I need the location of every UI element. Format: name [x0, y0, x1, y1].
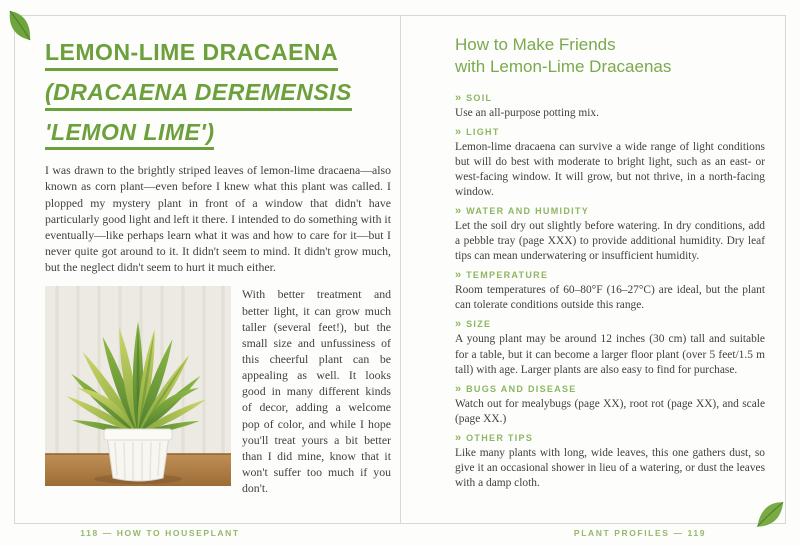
care-guide-heading: [455, 34, 765, 78]
section-label: [455, 318, 765, 330]
photo-and-text-block: [45, 286, 391, 496]
care-guide-heading-line2: with Lemon-Lime Dracaenas: [455, 57, 672, 76]
care-section-bugs-disease: [455, 383, 765, 427]
care-section-size: [455, 318, 765, 377]
section-label-text: OTHER TIPS: [466, 432, 534, 443]
plant-latin-name-line1: (DRACAENA DEREMENSIS: [45, 80, 352, 111]
page-frame: [14, 15, 786, 524]
section-label: [455, 269, 765, 281]
section-label: [455, 126, 765, 138]
section-label-text: LIGHT: [466, 127, 500, 138]
section-label: [455, 205, 765, 217]
section-text: Let the soil dry out slightly before watering. In dry conditions, add a pebble tray (page XXX) to provide additional humidity. Dry leaf tips can mean underwatering or insufficient humidity.: [455, 220, 765, 263]
plant-title-line1: LEMON-LIME DRACAENA: [45, 40, 338, 71]
care-section-temperature: [455, 269, 765, 313]
chevron-icon: »: [455, 205, 462, 218]
chevron-icon: »: [455, 431, 462, 444]
right-page: [401, 16, 785, 523]
section-label-text: TEMPERATURE: [466, 270, 549, 281]
right-page-footer: PLANT PROFILES — 119: [573, 528, 707, 538]
care-section-light: [455, 126, 765, 200]
chevron-icon: »: [455, 269, 462, 282]
section-text: Lemon-lime dracaena can survive a wide range of light conditions but will do best with moderate to bright light, such as an east- or west-facing window. It will grow, but not thrive, in a north-facing window.: [455, 141, 765, 199]
care-section-soil: [455, 92, 765, 121]
section-text: Room temperatures of 60–80°F (16–27°C) are ideal, but the plant can tolerate conditions outside this range.: [455, 284, 765, 312]
care-section-water-humidity: [455, 205, 765, 264]
care-guide-heading-line1: How to Make Friends: [455, 35, 616, 54]
chevron-icon: »: [455, 318, 462, 331]
section-label-text: BUGS AND DISEASE: [466, 383, 577, 394]
section-text: Watch out for mealybugs (page XX), root rot (page XX), and scale (page XX.): [455, 397, 765, 425]
leaf-decoration-icon: [6, 10, 33, 43]
section-label-text: SOIL: [466, 93, 493, 103]
chevron-icon: »: [455, 92, 462, 104]
section-text: A young plant may be around 12 inches (30 cm) tall and suitable for a table, but it can become a larger floor plant (over 5 feet/1.5 m tall) with age. Larger plants are also easy to find for purchase.: [455, 333, 765, 376]
intro-paragraph: I was drawn to the brightly striped leaves of lemon-lime dracaena—also known as corn plant—even before I knew what this plant was called. I plopped my mystery plant in front of a window that didn't have particularly good light and left it there. I intended to do something with it eventually—like perhaps learn what it was and how to care for it—but I never quite got around to it. It didn't seem to mind. It didn't grow much, but the neglect didn't seem to hurt it much either.: [45, 163, 391, 275]
plant-title: [45, 40, 390, 150]
care-section-other-tips: [455, 432, 765, 491]
left-page: [15, 16, 401, 523]
section-label: [455, 383, 765, 395]
chevron-icon: »: [455, 126, 462, 139]
plant-photo: [45, 286, 231, 486]
section-label: [455, 92, 765, 104]
dracaena-illustration: [45, 286, 231, 486]
section-text: Like many plants with long, wide leaves, this one gathers dust, so give it an occasional shower in lieu of a watering, or dust the leaves with a damp cloth.: [455, 446, 765, 489]
section-label: [455, 432, 765, 444]
section-label-text: WATER AND HUMIDITY: [466, 206, 590, 217]
left-page-footer: 118 — HOW TO HOUSEPLANT: [80, 528, 240, 538]
plant-latin-name-line2: 'LEMON LIME'): [45, 120, 214, 151]
section-text: Use an all-purpose potting mix.: [455, 107, 599, 119]
chevron-icon: »: [455, 382, 462, 395]
wrap-paragraph: With better treatment and better light, it can grow much taller (several feet!), but the small size and unfussiness of this cheerful plant can be appealing as well. It looks good in many different kinds of decor, adding a welcome pop of color, and while I hope you'll treat yours a bit better than I did mine, know that it won't suffer too much if you don't.: [242, 287, 391, 496]
section-label-text: SIZE: [466, 319, 492, 330]
